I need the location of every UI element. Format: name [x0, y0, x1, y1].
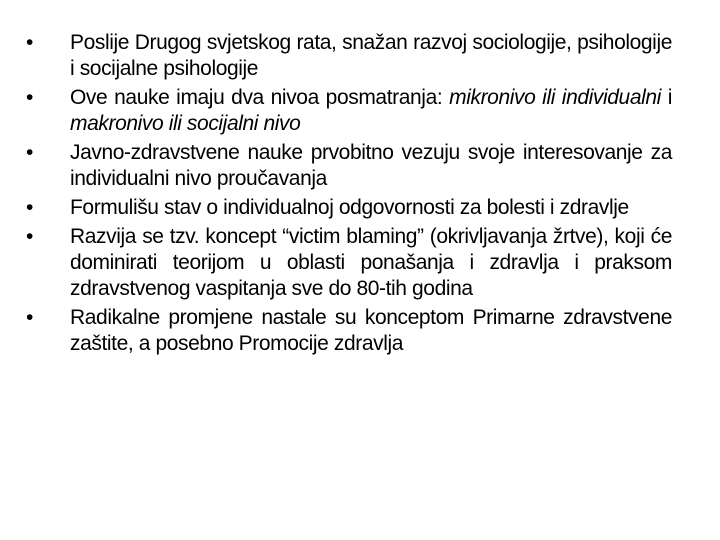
bullet-item-1 [26, 30, 672, 82]
bullet-emphasis-macro: makronivo ili socijalni nivo [70, 112, 301, 135]
bullet-item-6 [26, 305, 672, 357]
bullet-icon: • [26, 86, 33, 109]
bullet-item-4 [26, 195, 672, 221]
bullet-text: Razvija se tzv. koncept “victim blaming” (okrivljavanja žrtve), koji će dominirati teorijom u oblasti ponašanja i zdravlja i praksom zdravstvenog vaspitanja sve do 80-tih godina [70, 225, 672, 300]
bullet-text: Formulišu stav o individualnoj odgovornosti za bolesti i zdravlje [70, 196, 629, 219]
bullet-text-connector: i [660, 86, 673, 109]
bullet-list [26, 30, 672, 360]
bullet-text: Ove nauke imaju dva nivoa posmatranja: [70, 86, 450, 109]
bullet-icon: • [26, 31, 33, 54]
bullet-icon: • [26, 196, 33, 219]
bullet-item-5 [26, 224, 672, 302]
bullet-icon: • [26, 306, 33, 329]
bullet-icon: • [26, 141, 33, 164]
bullet-item-3 [26, 140, 672, 192]
bullet-emphasis-micro: mikronivo ili individualni [449, 86, 661, 109]
bullet-text: Javno-zdravstvene nauke prvobitno vezuju svoje interesovanje za individualni nivo proučavanja [70, 141, 672, 190]
bullet-item-2 [26, 85, 672, 137]
bullet-text: Poslije Drugog svjetskog rata, snažan razvoj sociologije, psihologije i socijalne psihologije [70, 31, 672, 80]
bullet-text: Radikalne promjene nastale su konceptom Primarne zdravstvene zaštite, a posebno Promocije zdravlja [70, 306, 672, 355]
bullet-icon: • [26, 225, 33, 248]
